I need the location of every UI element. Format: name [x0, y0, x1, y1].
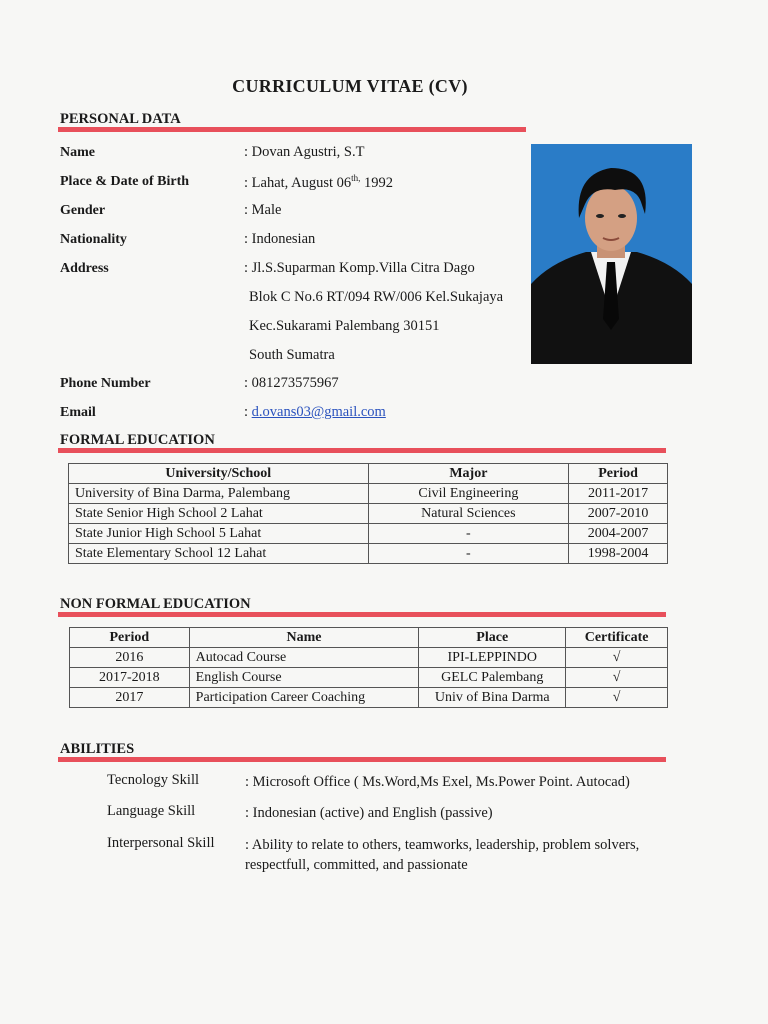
- nationality-value: : Indonesian: [244, 231, 316, 247]
- school-cell: State Junior High School 5 Lahat: [69, 524, 369, 544]
- table-header-row: [70, 628, 668, 648]
- table-row: [69, 544, 668, 564]
- phone-value: : 081273575967: [244, 375, 339, 391]
- certificate-check-cell: √: [566, 688, 668, 708]
- column-header: Major: [368, 464, 569, 484]
- language-skill-value: : Indonesian (active) and English (passive): [245, 805, 493, 821]
- personal-data-underline: [58, 127, 526, 132]
- column-header: Name: [189, 628, 419, 648]
- address-label: Address: [60, 261, 109, 276]
- table-header-row: [69, 464, 668, 484]
- table-row: [69, 504, 668, 524]
- period-cell: 2007-2010: [569, 504, 668, 524]
- gender-label: Gender: [60, 203, 106, 218]
- major-cell: Natural Sciences: [368, 504, 569, 524]
- major-cell: Civil Engineering: [368, 484, 569, 504]
- address-line-4: South Sumatra: [249, 347, 335, 363]
- phone-label: Phone Number: [60, 376, 151, 391]
- technology-skill-value: : Microsoft Office ( Ms.Word,Ms Exel, Ms.Power Point. Autocad): [245, 774, 630, 790]
- table-row: [70, 688, 668, 708]
- nationality-label: Nationality: [60, 232, 127, 247]
- period-cell: 2011-2017: [569, 484, 668, 504]
- place-cell: Univ of Bina Darma: [419, 688, 566, 708]
- place-cell: IPI-LEPPINDO: [419, 648, 566, 668]
- page-title: CURRICULUM VITAE (CV): [232, 76, 468, 96]
- name-label: Name: [60, 145, 95, 160]
- period-cell: 1998-2004: [569, 544, 668, 564]
- table-row: [70, 648, 668, 668]
- gender-value: : Male: [244, 202, 282, 218]
- column-header: Period: [70, 628, 190, 648]
- personal-data-heading: PERSONAL DATA: [60, 111, 181, 127]
- school-cell: University of Bina Darma, Palembang: [69, 484, 369, 504]
- profile-photo: [531, 144, 692, 364]
- course-name-cell: English Course: [189, 668, 419, 688]
- school-cell: State Elementary School 12 Lahat: [69, 544, 369, 564]
- interpersonal-skill-value-line-1: : Ability to relate to others, teamworks, leadership, problem solvers,: [245, 837, 640, 853]
- birth-label: Place & Date of Birth: [60, 174, 190, 189]
- school-cell: State Senior High School 2 Lahat: [69, 504, 369, 524]
- address-line-2: Blok C No.6 RT/094 RW/006 Kel.Sukajaya: [249, 289, 504, 305]
- interpersonal-skill-label: Interpersonal Skill: [107, 835, 215, 851]
- nonformal-education-underline: [58, 612, 666, 617]
- email-link[interactable]: d.ovans03@gmail.com: [251, 404, 386, 420]
- email-label: Email: [60, 405, 96, 420]
- column-header: University/School: [69, 464, 369, 484]
- address-line-1: : Jl.S.Suparman Komp.Villa Citra Dago: [244, 260, 475, 276]
- period-cell: 2017: [70, 688, 190, 708]
- abilities-underline: [58, 757, 666, 762]
- abilities-heading: ABILITIES: [60, 741, 135, 757]
- nonformal-education-heading: NON FORMAL EDUCATION: [60, 596, 251, 612]
- period-cell: 2016: [70, 648, 190, 668]
- column-header: Period: [569, 464, 668, 484]
- certificate-check-cell: √: [566, 648, 668, 668]
- email-row: : d.ovans03@gmail.com: [244, 404, 386, 420]
- column-header: Place: [419, 628, 566, 648]
- column-header: Certificate: [566, 628, 668, 648]
- period-cell: 2004-2007: [569, 524, 668, 544]
- interpersonal-skill-value-line-2: respectfull, committed, and passionate: [245, 857, 468, 873]
- period-cell: 2017-2018: [70, 668, 190, 688]
- portrait-image: [531, 144, 692, 364]
- birth-value: : Lahat, August $06^{th,}$ 1992: [244, 173, 394, 191]
- nonformal-education-table: [69, 627, 668, 708]
- major-cell: -: [368, 524, 569, 544]
- address-line-3: Kec.Sukarami Palembang 30151: [249, 318, 440, 334]
- table-row: [70, 668, 668, 688]
- name-value: : Dovan Agustri, S.T: [244, 144, 365, 160]
- course-name-cell: Participation Career Coaching: [189, 688, 419, 708]
- major-cell: -: [368, 544, 569, 564]
- course-name-cell: Autocad Course: [189, 648, 419, 668]
- formal-education-table: [68, 463, 668, 564]
- table-row: [69, 524, 668, 544]
- place-cell: GELC Palembang: [419, 668, 566, 688]
- table-row: [69, 484, 668, 504]
- formal-education-underline: [58, 448, 666, 453]
- language-skill-label: Language Skill: [107, 803, 196, 819]
- technology-skill-label: Tecnology Skill: [107, 772, 200, 788]
- formal-education-heading: FORMAL EDUCATION: [60, 432, 215, 448]
- certificate-check-cell: √: [566, 668, 668, 688]
